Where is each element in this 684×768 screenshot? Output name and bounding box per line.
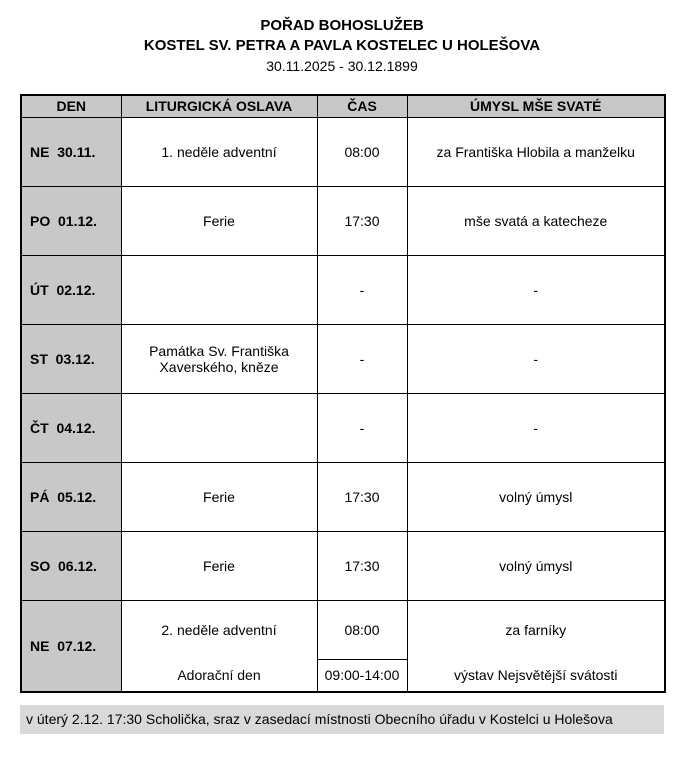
- time-primary: 08:00: [344, 622, 380, 639]
- intention-cell: [407, 600, 665, 692]
- celebration-cell: Ferie: [121, 186, 317, 255]
- day-cell: PÁ 05.12.: [21, 462, 121, 531]
- time-cell: 17:30: [317, 462, 407, 531]
- date-range: 30.11.2025 - 30.12.1899: [266, 58, 418, 74]
- time-cell: [317, 600, 407, 692]
- time-secondary: 09:00-14:00: [318, 659, 407, 690]
- intention-cell: -: [407, 393, 665, 462]
- title-block: [20, 16, 664, 76]
- table-row: [21, 462, 665, 531]
- intention-primary: za farníky: [505, 622, 567, 639]
- intention-secondary: výstav Nejsvětější svátosti: [454, 666, 618, 683]
- celebration-primary: 2. neděle adventní: [161, 622, 277, 639]
- celebration-cell: Památka Sv. Františka Xaverského, kněze: [121, 324, 317, 393]
- celebration-cell: Ferie: [121, 531, 317, 600]
- column-header-den: DEN: [21, 95, 121, 117]
- celebration-cell: 1. neděle adventní: [121, 117, 317, 186]
- column-header-cas: ČAS: [317, 95, 407, 117]
- intention-cell: -: [407, 324, 665, 393]
- table-row: [21, 255, 665, 324]
- celebration-cell: [121, 600, 317, 692]
- schedule-table: [20, 94, 666, 693]
- intention-cell: mše svatá a katecheze: [407, 186, 665, 255]
- celebration-cell: [121, 255, 317, 324]
- celebration-secondary: Adorační den: [177, 666, 261, 683]
- time-cell: -: [317, 324, 407, 393]
- page-subtitle: KOSTEL SV. PETRA A PAVLA KOSTELEC U HOLEŠOVA: [143, 37, 541, 54]
- intention-cell: -: [407, 255, 665, 324]
- intention-cell: volný úmysl: [407, 531, 665, 600]
- celebration-cell: Ferie: [121, 462, 317, 531]
- day-cell: ÚT 02.12.: [21, 255, 121, 324]
- day-cell: ST 03.12.: [21, 324, 121, 393]
- time-cell: 17:30: [317, 186, 407, 255]
- day-cell: NE 30.11.: [21, 117, 121, 186]
- intention-cell: za Františka Hlobila a manželku: [407, 117, 665, 186]
- day-cell: SO 06.12.: [21, 531, 121, 600]
- table-row: [21, 600, 665, 692]
- time-cell: 08:00: [317, 117, 407, 186]
- day-cell: NE 07.12.: [21, 600, 121, 692]
- table-row: [21, 117, 665, 186]
- table-row: [21, 393, 665, 462]
- table-header-row: [21, 95, 665, 117]
- day-cell: ČT 04.12.: [21, 393, 121, 462]
- table-row: [21, 324, 665, 393]
- day-cell: PO 01.12.: [21, 186, 121, 255]
- column-header-umysl-mse-svate: ÚMYSL MŠE SVATÉ: [407, 95, 665, 117]
- footer-note: v úterý 2.12. 17:30 Scholička, sraz v zasedací místnosti Obecního úřadu v Kostelci u Holešova: [20, 705, 664, 734]
- table-row: [21, 531, 665, 600]
- table-row: [21, 186, 665, 255]
- intention-cell: volný úmysl: [407, 462, 665, 531]
- time-cell: -: [317, 393, 407, 462]
- page-title: POŘAD BOHOSLUŽEB: [260, 17, 424, 34]
- time-cell: 17:30: [317, 531, 407, 600]
- celebration-cell: [121, 393, 317, 462]
- time-cell: -: [317, 255, 407, 324]
- column-header-liturgicka-oslava: LITURGICKÁ OSLAVA: [121, 95, 317, 117]
